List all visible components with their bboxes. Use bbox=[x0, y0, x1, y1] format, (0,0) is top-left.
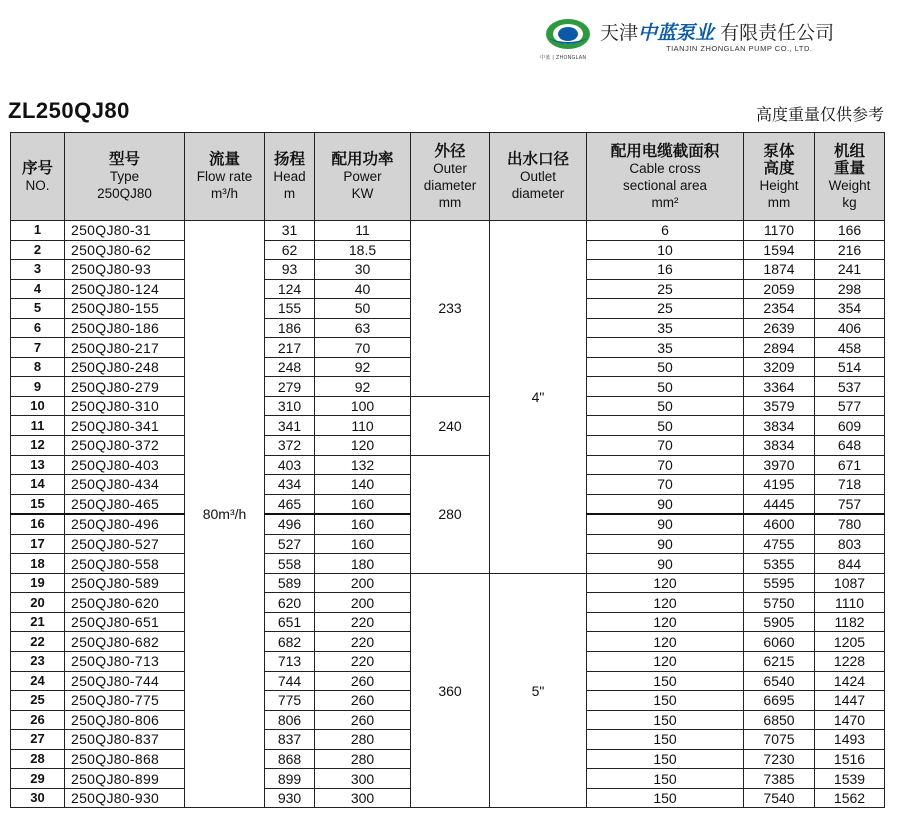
row-power: 92 bbox=[315, 357, 411, 377]
row-height: 1594 bbox=[744, 240, 815, 260]
row-weight: 166 bbox=[815, 221, 885, 241]
row-cable: 90 bbox=[587, 554, 744, 574]
row-power: 220 bbox=[315, 632, 411, 652]
row-weight: 671 bbox=[815, 455, 885, 475]
outer-diameter-cell: 280 bbox=[411, 455, 490, 573]
row-height: 6850 bbox=[744, 710, 815, 730]
row-cable: 120 bbox=[587, 612, 744, 632]
row-weight: 1087 bbox=[815, 573, 885, 593]
row-no: 6 bbox=[11, 318, 65, 338]
row-head: 496 bbox=[265, 514, 315, 534]
row-no: 3 bbox=[11, 260, 65, 280]
row-head: 713 bbox=[265, 652, 315, 672]
row-weight: 757 bbox=[815, 494, 885, 514]
row-head: 403 bbox=[265, 455, 315, 475]
row-weight: 803 bbox=[815, 534, 885, 554]
row-head: 31 bbox=[265, 221, 315, 241]
col-header-type: 型号 Type 250QJ80 bbox=[65, 133, 185, 221]
row-head: 775 bbox=[265, 691, 315, 711]
row-height: 3834 bbox=[744, 436, 815, 456]
row-head: 217 bbox=[265, 338, 315, 358]
col-header-head: 扬程 Head m bbox=[265, 133, 315, 221]
col-header-power: 配用功率 Power KW bbox=[315, 133, 411, 221]
row-height: 3209 bbox=[744, 357, 815, 377]
row-power: 160 bbox=[315, 514, 411, 534]
row-cable: 120 bbox=[587, 573, 744, 593]
row-power: 30 bbox=[315, 260, 411, 280]
row-power: 132 bbox=[315, 455, 411, 475]
row-model: 250QJ80-31 bbox=[65, 221, 185, 241]
row-height: 4445 bbox=[744, 494, 815, 514]
row-head: 155 bbox=[265, 299, 315, 319]
row-cable: 16 bbox=[587, 260, 744, 280]
row-cable: 25 bbox=[587, 279, 744, 299]
row-no: 27 bbox=[11, 730, 65, 750]
row-cable: 150 bbox=[587, 671, 744, 691]
row-power: 200 bbox=[315, 593, 411, 613]
table-row bbox=[11, 573, 885, 593]
row-height: 2894 bbox=[744, 338, 815, 358]
row-cable: 25 bbox=[587, 299, 744, 319]
table-body bbox=[11, 221, 885, 808]
row-power: 160 bbox=[315, 534, 411, 554]
row-model: 250QJ80-217 bbox=[65, 338, 185, 358]
table-header-row bbox=[11, 133, 885, 221]
row-model: 250QJ80-775 bbox=[65, 691, 185, 711]
row-cable: 6 bbox=[587, 221, 744, 241]
row-height: 7075 bbox=[744, 730, 815, 750]
col-header-flow: 流量 Flow rate m³/h bbox=[185, 133, 265, 221]
row-head: 434 bbox=[265, 475, 315, 495]
row-model: 250QJ80-62 bbox=[65, 240, 185, 260]
row-head: 527 bbox=[265, 534, 315, 554]
row-power: 280 bbox=[315, 730, 411, 750]
company-logo-icon bbox=[544, 16, 592, 54]
row-head: 186 bbox=[265, 318, 315, 338]
company-name-brand: 中蓝泵业 bbox=[638, 22, 715, 44]
row-head: 620 bbox=[265, 593, 315, 613]
row-weight: 844 bbox=[815, 554, 885, 574]
row-head: 589 bbox=[265, 573, 315, 593]
row-height: 6695 bbox=[744, 691, 815, 711]
row-power: 260 bbox=[315, 671, 411, 691]
row-weight: 1228 bbox=[815, 652, 885, 672]
row-weight: 458 bbox=[815, 338, 885, 358]
row-cable: 35 bbox=[587, 338, 744, 358]
row-power: 50 bbox=[315, 299, 411, 319]
row-cable: 50 bbox=[587, 377, 744, 397]
outer-diameter-cell: 233 bbox=[411, 221, 490, 397]
row-weight: 1110 bbox=[815, 593, 885, 613]
row-weight: 1516 bbox=[815, 749, 885, 769]
row-no: 28 bbox=[11, 749, 65, 769]
row-weight: 780 bbox=[815, 514, 885, 534]
row-power: 180 bbox=[315, 554, 411, 574]
row-no: 5 bbox=[11, 299, 65, 319]
row-head: 279 bbox=[265, 377, 315, 397]
row-cable: 150 bbox=[587, 691, 744, 711]
row-cable: 120 bbox=[587, 652, 744, 672]
row-height: 3364 bbox=[744, 377, 815, 397]
row-model: 250QJ80-620 bbox=[65, 593, 185, 613]
row-no: 22 bbox=[11, 632, 65, 652]
row-height: 2059 bbox=[744, 279, 815, 299]
row-power: 110 bbox=[315, 416, 411, 436]
row-head: 93 bbox=[265, 260, 315, 280]
row-height: 4600 bbox=[744, 514, 815, 534]
row-model: 250QJ80-930 bbox=[65, 788, 185, 808]
row-model: 250QJ80-186 bbox=[65, 318, 185, 338]
row-cable: 150 bbox=[587, 769, 744, 789]
row-no: 4 bbox=[11, 279, 65, 299]
row-no: 21 bbox=[11, 612, 65, 632]
row-model: 250QJ80-124 bbox=[65, 279, 185, 299]
col-header-outer-diameter: 外径 Outer diameter mm bbox=[411, 133, 490, 221]
row-model: 250QJ80-496 bbox=[65, 514, 185, 534]
row-weight: 1539 bbox=[815, 769, 885, 789]
col-header-cable: 配用电缆截面积 Cable cross sectional area mm² bbox=[587, 133, 744, 221]
row-weight: 354 bbox=[815, 299, 885, 319]
row-weight: 718 bbox=[815, 475, 885, 495]
row-no: 17 bbox=[11, 534, 65, 554]
row-weight: 514 bbox=[815, 357, 885, 377]
row-weight: 609 bbox=[815, 416, 885, 436]
row-model: 250QJ80-434 bbox=[65, 475, 185, 495]
row-power: 40 bbox=[315, 279, 411, 299]
row-cable: 150 bbox=[587, 788, 744, 808]
row-weight: 1424 bbox=[815, 671, 885, 691]
row-cable: 10 bbox=[587, 240, 744, 260]
row-height: 1170 bbox=[744, 221, 815, 241]
row-cable: 150 bbox=[587, 749, 744, 769]
row-model: 250QJ80-713 bbox=[65, 652, 185, 672]
row-weight: 1493 bbox=[815, 730, 885, 750]
row-power: 63 bbox=[315, 318, 411, 338]
row-model: 250QJ80-651 bbox=[65, 612, 185, 632]
row-no: 30 bbox=[11, 788, 65, 808]
row-weight: 537 bbox=[815, 377, 885, 397]
row-power: 140 bbox=[315, 475, 411, 495]
table-row bbox=[11, 455, 885, 475]
row-height: 6060 bbox=[744, 632, 815, 652]
row-model: 250QJ80-837 bbox=[65, 730, 185, 750]
row-no: 25 bbox=[11, 691, 65, 711]
row-weight: 1205 bbox=[815, 632, 885, 652]
row-cable: 50 bbox=[587, 357, 744, 377]
row-head: 899 bbox=[265, 769, 315, 789]
row-model: 250QJ80-527 bbox=[65, 534, 185, 554]
row-head: 62 bbox=[265, 240, 315, 260]
spec-table bbox=[10, 132, 885, 808]
col-header-outlet-diameter: 出水口径 Outlet diameter bbox=[490, 133, 587, 221]
row-model: 250QJ80-403 bbox=[65, 455, 185, 475]
row-weight: 216 bbox=[815, 240, 885, 260]
row-model: 250QJ80-682 bbox=[65, 632, 185, 652]
row-model: 250QJ80-155 bbox=[65, 299, 185, 319]
row-height: 3579 bbox=[744, 396, 815, 416]
reference-note: 高度重量仅供参考 bbox=[755, 105, 884, 124]
row-head: 341 bbox=[265, 416, 315, 436]
row-cable: 150 bbox=[587, 710, 744, 730]
row-head: 930 bbox=[265, 788, 315, 808]
row-model: 250QJ80-279 bbox=[65, 377, 185, 397]
row-head: 310 bbox=[265, 396, 315, 416]
company-name-suffix: 有限责任公司 bbox=[720, 22, 835, 44]
row-head: 651 bbox=[265, 612, 315, 632]
row-head: 868 bbox=[265, 749, 315, 769]
row-no: 19 bbox=[11, 573, 65, 593]
row-model: 250QJ80-372 bbox=[65, 436, 185, 456]
row-power: 300 bbox=[315, 788, 411, 808]
company-name-prefix: 天津 bbox=[600, 22, 639, 44]
row-head: 248 bbox=[265, 357, 315, 377]
row-cable: 150 bbox=[587, 730, 744, 750]
page-title: ZL250QJ80 bbox=[8, 98, 130, 123]
row-model: 250QJ80-93 bbox=[65, 260, 185, 280]
col-header-height: 泵体 高度 Height mm bbox=[744, 133, 815, 221]
row-cable: 50 bbox=[587, 396, 744, 416]
company-name-cn bbox=[600, 18, 834, 45]
row-no: 20 bbox=[11, 593, 65, 613]
row-no: 11 bbox=[11, 416, 65, 436]
company-name-en: TIANJIN ZHONGLAN PUMP CO., LTD. bbox=[666, 44, 813, 53]
flow-rate-cell: 80m³/h bbox=[185, 221, 265, 808]
row-model: 250QJ80-558 bbox=[65, 554, 185, 574]
row-power: 100 bbox=[315, 396, 411, 416]
row-model: 250QJ80-248 bbox=[65, 357, 185, 377]
row-power: 70 bbox=[315, 338, 411, 358]
row-head: 558 bbox=[265, 554, 315, 574]
row-no: 23 bbox=[11, 652, 65, 672]
row-height: 3834 bbox=[744, 416, 815, 436]
row-model: 250QJ80-589 bbox=[65, 573, 185, 593]
row-weight: 1470 bbox=[815, 710, 885, 730]
row-no: 26 bbox=[11, 710, 65, 730]
row-height: 1874 bbox=[744, 260, 815, 280]
row-weight: 241 bbox=[815, 260, 885, 280]
row-no: 14 bbox=[11, 475, 65, 495]
row-weight: 1447 bbox=[815, 691, 885, 711]
row-cable: 70 bbox=[587, 455, 744, 475]
row-weight: 1182 bbox=[815, 612, 885, 632]
row-power: 160 bbox=[315, 494, 411, 514]
row-cable: 120 bbox=[587, 632, 744, 652]
row-no: 15 bbox=[11, 494, 65, 514]
row-height: 7385 bbox=[744, 769, 815, 789]
table-row bbox=[11, 396, 885, 416]
row-height: 2354 bbox=[744, 299, 815, 319]
row-cable: 90 bbox=[587, 514, 744, 534]
row-head: 806 bbox=[265, 710, 315, 730]
row-no: 13 bbox=[11, 455, 65, 475]
row-power: 280 bbox=[315, 749, 411, 769]
row-head: 124 bbox=[265, 279, 315, 299]
row-power: 11 bbox=[315, 221, 411, 241]
row-model: 250QJ80-868 bbox=[65, 749, 185, 769]
row-height: 5750 bbox=[744, 593, 815, 613]
row-no: 24 bbox=[11, 671, 65, 691]
row-height: 4195 bbox=[744, 475, 815, 495]
row-height: 7230 bbox=[744, 749, 815, 769]
row-head: 837 bbox=[265, 730, 315, 750]
row-weight: 406 bbox=[815, 318, 885, 338]
row-model: 250QJ80-310 bbox=[65, 396, 185, 416]
row-weight: 648 bbox=[815, 436, 885, 456]
row-no: 12 bbox=[11, 436, 65, 456]
table-row bbox=[11, 221, 885, 241]
row-height: 3970 bbox=[744, 455, 815, 475]
outer-diameter-cell: 360 bbox=[411, 573, 490, 808]
row-model: 250QJ80-341 bbox=[65, 416, 185, 436]
row-cable: 90 bbox=[587, 534, 744, 554]
row-cable: 70 bbox=[587, 436, 744, 456]
row-cable: 50 bbox=[587, 416, 744, 436]
row-power: 300 bbox=[315, 769, 411, 789]
row-height: 7540 bbox=[744, 788, 815, 808]
row-power: 260 bbox=[315, 710, 411, 730]
row-power: 260 bbox=[315, 691, 411, 711]
row-power: 220 bbox=[315, 652, 411, 672]
logo-caption: 中蓝 | ZHONGLAN bbox=[540, 55, 587, 61]
row-height: 6540 bbox=[744, 671, 815, 691]
row-model: 250QJ80-465 bbox=[65, 494, 185, 514]
row-height: 5355 bbox=[744, 554, 815, 574]
row-model: 250QJ80-744 bbox=[65, 671, 185, 691]
col-header-weight: 机组 重量 Weight kg bbox=[815, 133, 885, 221]
outlet-diameter-cell: 5" bbox=[490, 573, 587, 808]
row-model: 250QJ80-899 bbox=[65, 769, 185, 789]
row-no: 1 bbox=[11, 221, 65, 241]
row-height: 5905 bbox=[744, 612, 815, 632]
row-no: 16 bbox=[11, 514, 65, 534]
row-cable: 90 bbox=[587, 494, 744, 514]
row-power: 120 bbox=[315, 436, 411, 456]
row-height: 2639 bbox=[744, 318, 815, 338]
row-cable: 120 bbox=[587, 593, 744, 613]
row-head: 465 bbox=[265, 494, 315, 514]
row-weight: 298 bbox=[815, 279, 885, 299]
row-power: 92 bbox=[315, 377, 411, 397]
row-no: 29 bbox=[11, 769, 65, 789]
row-model: 250QJ80-806 bbox=[65, 710, 185, 730]
col-header-no: 序号 NO. bbox=[11, 133, 65, 221]
row-no: 2 bbox=[11, 240, 65, 260]
row-power: 220 bbox=[315, 612, 411, 632]
row-weight: 577 bbox=[815, 396, 885, 416]
row-head: 744 bbox=[265, 671, 315, 691]
row-no: 8 bbox=[11, 357, 65, 377]
row-no: 9 bbox=[11, 377, 65, 397]
row-no: 10 bbox=[11, 396, 65, 416]
row-head: 372 bbox=[265, 436, 315, 456]
row-power: 18.5 bbox=[315, 240, 411, 260]
row-cable: 70 bbox=[587, 475, 744, 495]
outer-diameter-cell: 240 bbox=[411, 396, 490, 455]
company-header bbox=[540, 14, 890, 66]
row-height: 5595 bbox=[744, 573, 815, 593]
row-head: 682 bbox=[265, 632, 315, 652]
row-cable: 35 bbox=[587, 318, 744, 338]
row-power: 200 bbox=[315, 573, 411, 593]
row-height: 4755 bbox=[744, 534, 815, 554]
row-no: 18 bbox=[11, 554, 65, 574]
row-no: 7 bbox=[11, 338, 65, 358]
row-weight: 1562 bbox=[815, 788, 885, 808]
outlet-diameter-cell: 4" bbox=[490, 221, 587, 574]
row-height: 6215 bbox=[744, 652, 815, 672]
